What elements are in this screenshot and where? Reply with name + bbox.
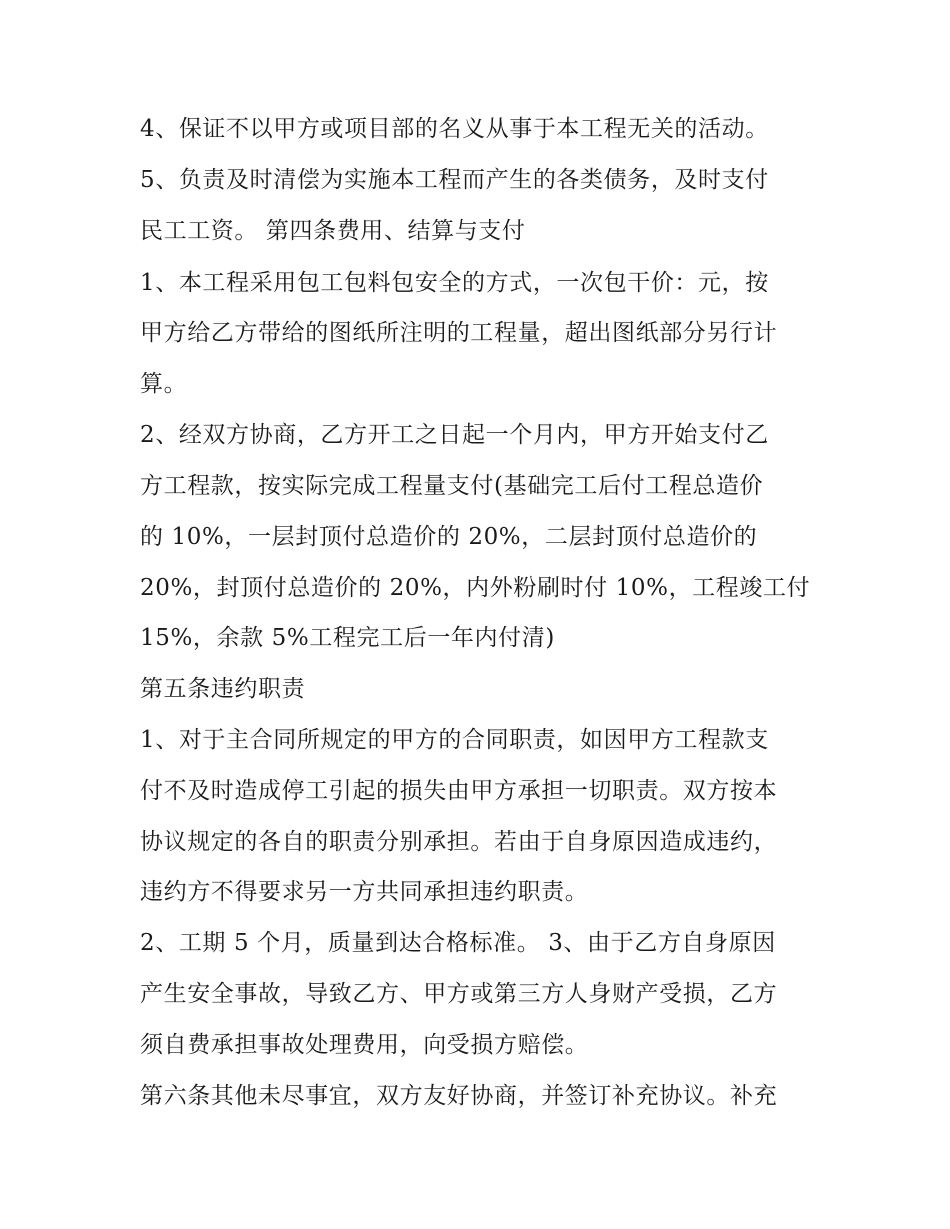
text-line: 15%，余款 5%工程完工后一年内付清) xyxy=(140,625,555,651)
text-line: 1、对于主合同所规定的甲方的合同职责，如因甲方工程款支 xyxy=(140,727,769,753)
text-line: 2、工期 5 个月，质量到达合格标准。 3、由于乙方自身原因 xyxy=(140,930,776,956)
text-line: 的 10%，一层封顶付总造价的 20%，二层封顶付总造价的 xyxy=(140,524,758,550)
text-line: 算。 xyxy=(140,371,188,397)
text-line: 方工程款，按实际完成工程量支付(基础完工后付工程总造价 xyxy=(140,473,764,499)
text-line: 须自费承担事故处理费用，向受损方赔偿。 xyxy=(140,1032,589,1058)
text-line: 民工工资。 第四条费用、结算与支付 xyxy=(140,218,526,244)
text-line: 付不及时造成停工引起的损失由甲方承担一切职责。双方按本 xyxy=(140,778,778,804)
text-line: 违约方不得要求另一方共同承担违约职责。 xyxy=(140,879,589,905)
text-line: 20%，封顶付总造价的 20%，内外粉刷时付 10%，工程竣工付 xyxy=(140,575,811,601)
text-line: 4、保证不以甲方或项目部的名义从事于本工程无关的活动。 xyxy=(140,116,769,142)
text-line: 第六条其他未尽事宜，双方友好协商，并签订补充协议。补充 xyxy=(140,1083,778,1109)
text-line: 2、经双方协商，乙方开工之日起一个月内，甲方开始支付乙 xyxy=(140,422,769,448)
text-line: 1、本工程采用包工包料包安全的方式，一次包干价：元，按 xyxy=(140,270,769,296)
text-line: 甲方给乙方带给的图纸所注明的工程量，超出图纸部分另行计 xyxy=(140,320,778,346)
text-line: 协议规定的各自的职责分别承担。若由于自身原因造成违约， xyxy=(140,829,778,855)
text-line: 产生安全事故，导致乙方、甲方或第三方人身财产受损，乙方 xyxy=(140,981,778,1007)
section-heading: 第五条违约职责 xyxy=(140,676,306,702)
text-line: 5、负责及时清偿为实施本工程而产生的各类债务，及时支付 xyxy=(140,167,769,193)
